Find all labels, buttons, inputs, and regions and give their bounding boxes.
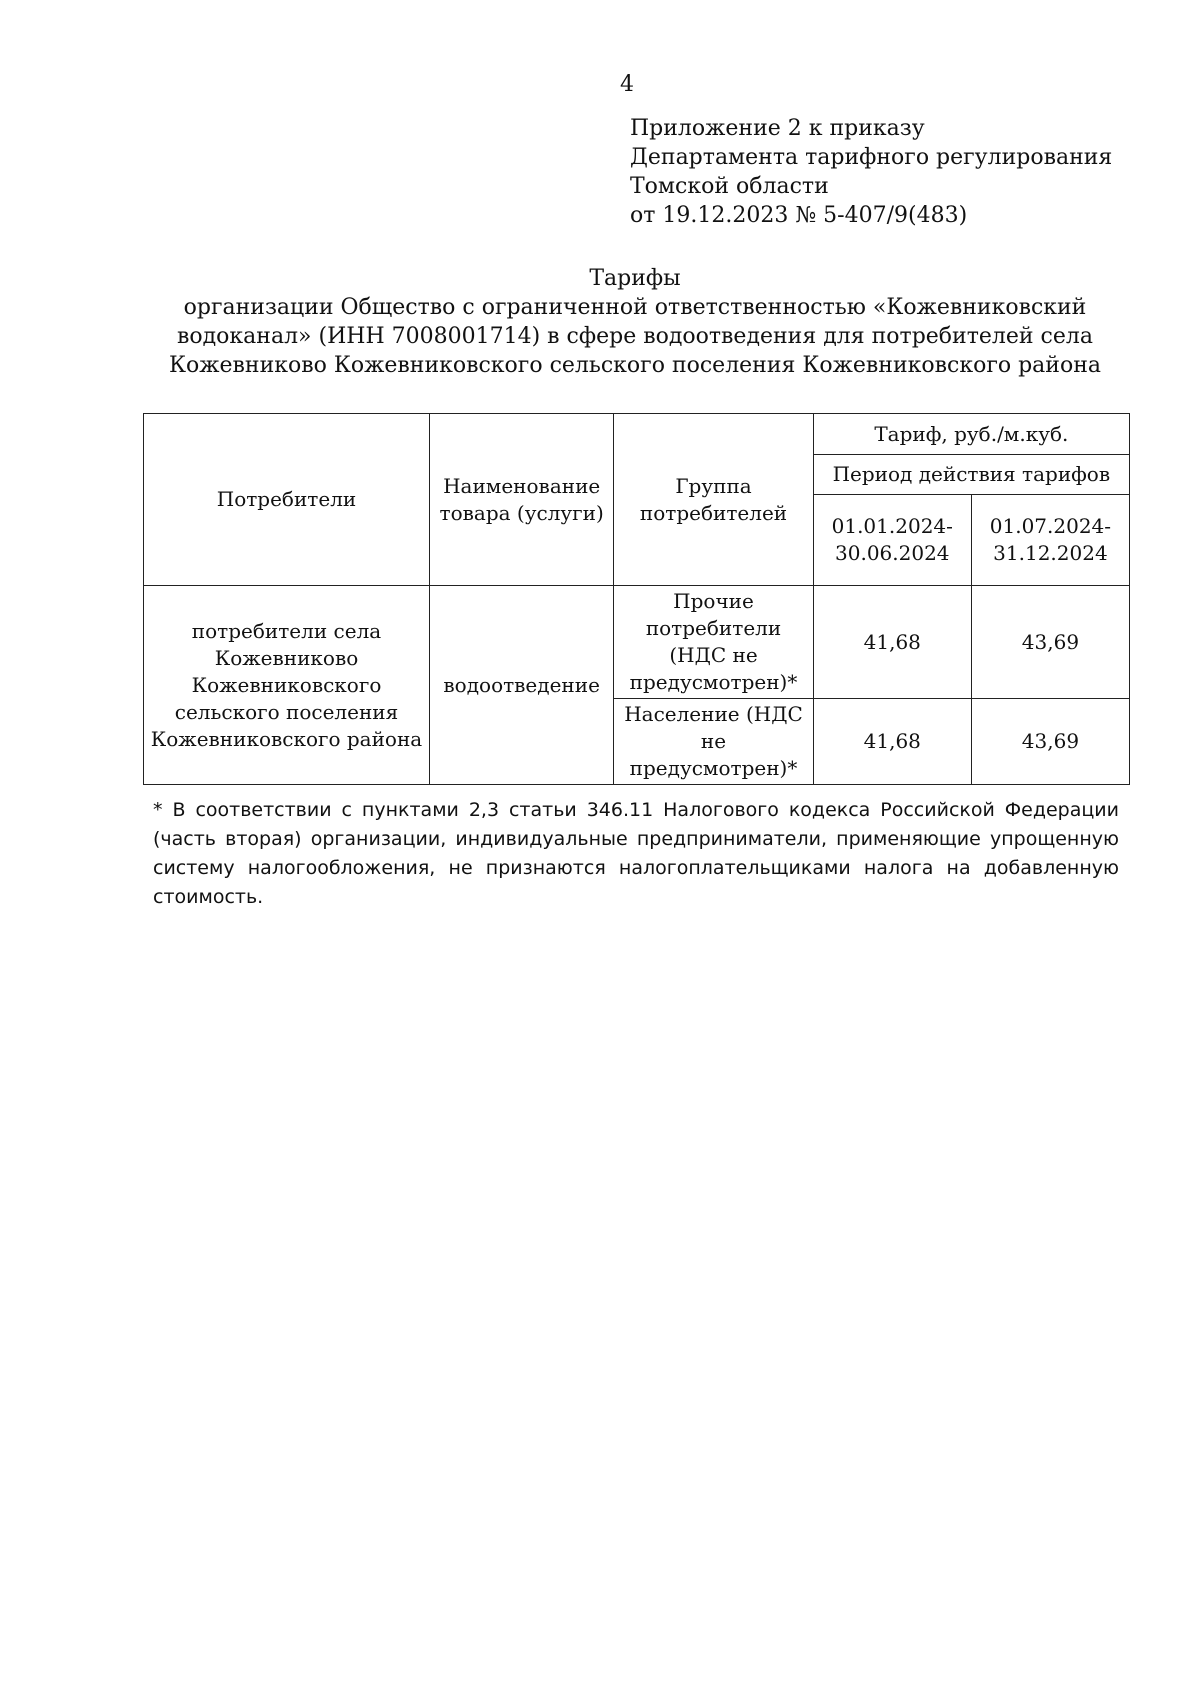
document-title [140, 264, 1130, 380]
tariff-table [143, 413, 1130, 785]
header-period-2: 01.07.2024-31.12.2024 [971, 495, 1129, 586]
header-product: Наименование товара (услуги) [430, 414, 614, 586]
group-cell: Прочие потребители (НДС не предусмотрен)* [614, 586, 813, 699]
appendix-line: Департамента тарифного регулирования [630, 145, 1113, 170]
title-line: Кожевниково Кожевниковского сельского поселения Кожевниковского района [169, 353, 1101, 378]
footnote: * В соответствии с пунктами 2,3 статьи 346.11 Налогового кодекса Российской Федерации (часть вторая) организации, индивидуальные предприниматели, применяющие упрощенную систему налогообложения, не признаются налогоплательщиками налога на добавленную стоимость. [153, 799, 1119, 908]
tariff-value-cell: 43,69 [971, 586, 1129, 699]
product-cell: водоотведение [430, 586, 614, 785]
appendix-reference [630, 114, 1112, 230]
tariff-value-cell: 41,68 [813, 586, 971, 699]
header-period: Период действия тарифов [813, 455, 1129, 495]
page-number: 4 [620, 72, 634, 97]
header-period-1: 01.01.2024-30.06.2024 [813, 495, 971, 586]
header-tariff: Тариф, руб./м.куб. [813, 414, 1129, 455]
header-consumers: Потребители [144, 414, 430, 586]
appendix-line: Томской области [630, 174, 829, 199]
table-row [144, 586, 1130, 699]
appendix-line: от 19.12.2023 № 5-407/9(483) [630, 203, 968, 228]
appendix-line: Приложение 2 к приказу [630, 116, 925, 141]
table-header-row [144, 414, 1130, 455]
header-group: Группа потребителей [614, 414, 813, 586]
title-line: водоканал» (ИНН 7008001714) в сфере водоотведения для потребителей села [177, 324, 1093, 349]
tariff-value-cell: 43,69 [971, 699, 1129, 785]
title-heading: Тарифы [589, 266, 681, 291]
group-cell: Население (НДС не предусмотрен)* [614, 699, 813, 785]
consumers-cell: потребители села Кожевниково Кожевниковского сельского поселения Кожевниковского района [144, 586, 430, 785]
tariff-value-cell: 41,68 [813, 699, 971, 785]
title-line: организации Общество с ограниченной ответственностью «Кожевниковский [183, 295, 1087, 320]
